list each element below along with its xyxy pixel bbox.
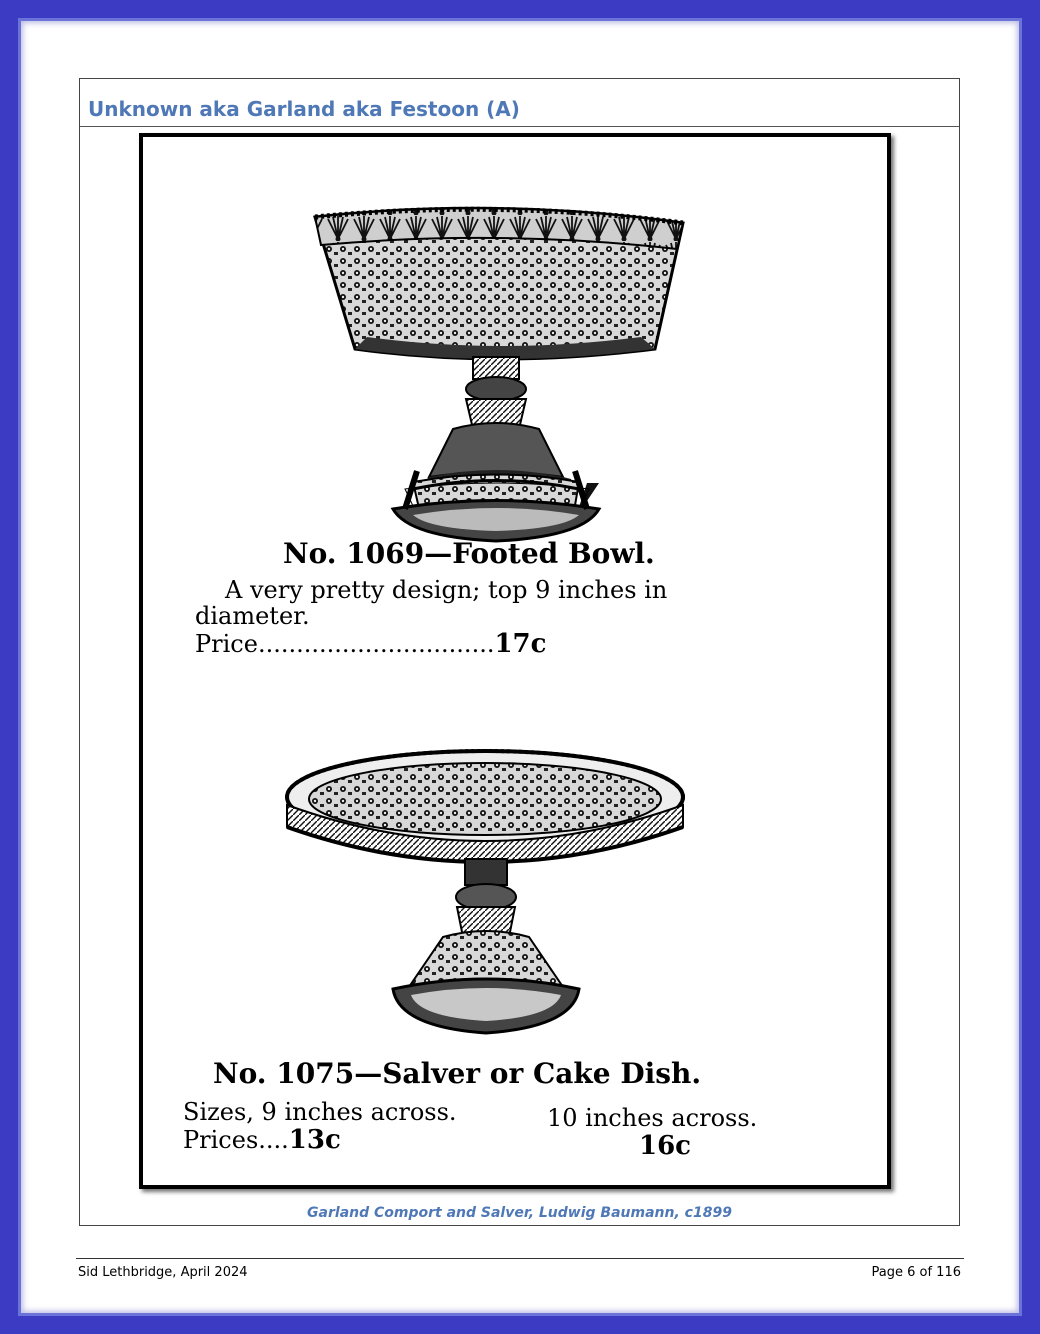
item1-price-row xyxy=(195,631,546,657)
footed-bowl-drawing xyxy=(315,208,683,541)
item2-price-small: 13c xyxy=(288,1125,341,1155)
catalog-image xyxy=(139,133,891,1189)
item1-price-label: Price xyxy=(195,630,258,658)
footer-rule xyxy=(76,1258,964,1259)
glassware-illustration xyxy=(143,137,887,1185)
item2-prices-row xyxy=(183,1127,341,1153)
item1-description-line2: diameter. xyxy=(195,602,310,630)
item1-price: 17c xyxy=(494,629,547,659)
image-caption: Garland Comport and Salver, Ludwig Baumann, c1899 xyxy=(307,1205,732,1221)
item1-description-line1: A very pretty design; top 9 inches in xyxy=(225,576,668,604)
section-heading: Unknown aka Garland aka Festoon (A) xyxy=(88,97,520,121)
item2-prices-label: Prices.... xyxy=(183,1126,289,1154)
footer-page-number: Page 6 of 116 xyxy=(871,1265,961,1280)
item1-title: No. 1069—Footed Bowl. xyxy=(283,537,655,570)
item2-sizes-line: Sizes, 9 inches across. xyxy=(183,1098,457,1126)
item2-title: No. 1075—Salver or Cake Dish. xyxy=(213,1057,702,1090)
content-box xyxy=(79,78,960,1226)
item1-price-dots: ............................... xyxy=(257,630,495,658)
item2-sizes-alt: 10 inches across. xyxy=(547,1104,758,1132)
footer-author-date: Sid Lethbridge, April 2024 xyxy=(78,1265,248,1280)
heading-rule xyxy=(80,126,959,127)
item2-price-large: 16c xyxy=(639,1131,692,1161)
cake-salver-drawing xyxy=(287,751,683,1033)
